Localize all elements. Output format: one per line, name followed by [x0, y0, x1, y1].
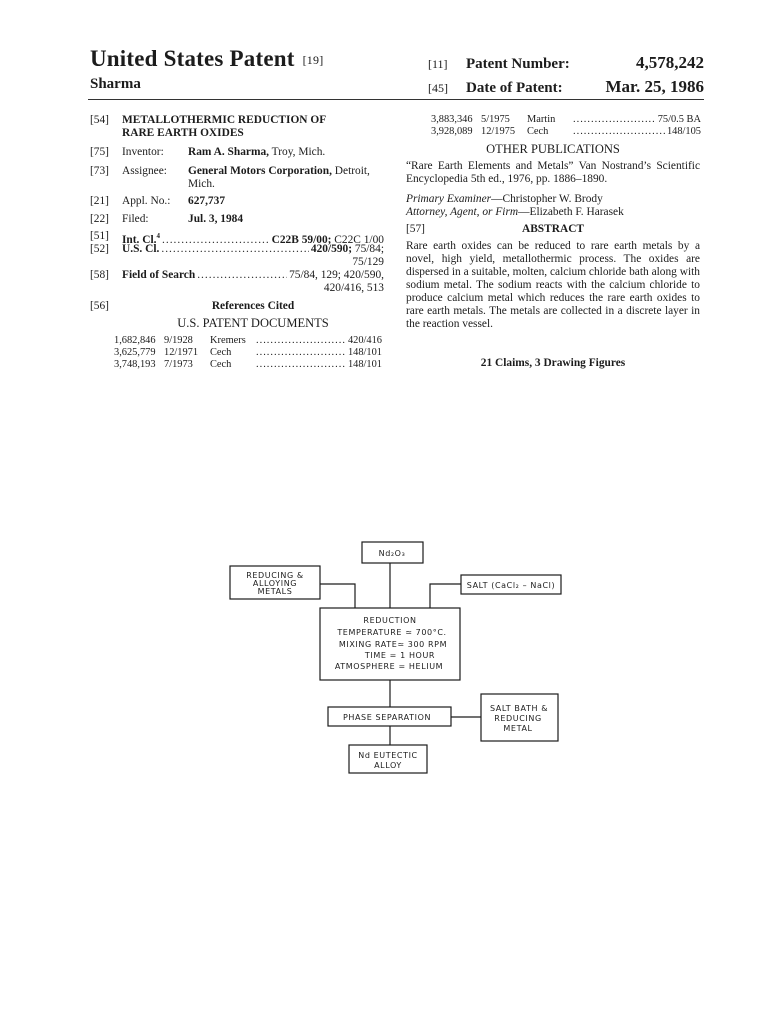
diagram-reduction-line1: REDUCTION — [363, 616, 417, 625]
appl-label: Appl. No.: — [122, 195, 171, 207]
fos-code: [58] — [90, 269, 109, 281]
attorney-name: —Elizabeth F. Harasek — [518, 206, 624, 218]
reference-number: 1,682,846 — [114, 335, 156, 346]
diagram-reducing-line3: METALS — [257, 587, 293, 596]
diagram-saltbath-line1: SALT BATH & — [489, 704, 549, 713]
intcl-code: [51] — [90, 230, 109, 242]
uscl-label: U.S. Cl. — [122, 243, 160, 255]
reference-number: 3,928,089 — [431, 126, 473, 137]
diagram-reduction-line4: TIME = 1 HOUR — [364, 651, 436, 660]
intcl-superscript: 4 — [156, 232, 160, 240]
reference-number: 3,748,193 — [114, 359, 156, 370]
inventor-code: [75] — [90, 146, 109, 158]
reference-name: Kremers — [210, 335, 246, 346]
diagram-nd2o3-label: Nd₂O₃ — [378, 549, 406, 558]
reference-name: Cech — [210, 359, 232, 370]
title-code: [54] — [90, 114, 109, 126]
abstract-heading: ABSTRACT — [521, 223, 585, 235]
primary-examiner-name: —Christopher W. Brody — [491, 193, 603, 205]
reference-date: 9/1928 — [164, 335, 193, 346]
attorney-label: Attorney, Agent, or Firm — [406, 206, 519, 218]
reference-date: 12/1971 — [164, 347, 199, 358]
diagram-reduction-line3: MIXING RATE≃ 300 RPM — [338, 640, 448, 649]
diagram-reducing-line2: ALLOYING — [252, 579, 298, 588]
abstract-code: [57] — [406, 223, 425, 235]
header-title-code: [19] — [302, 53, 324, 67]
assignee-place-1: Detroit, — [331, 165, 370, 177]
fos-value-2: 420/416, 513 — [323, 282, 384, 294]
fos-value-1: 75/84, 129; 420/590, — [289, 269, 384, 281]
other-publications-heading: OTHER PUBLICATIONS — [486, 142, 620, 156]
diagram-phase-label: PHASE SEPARATION — [342, 713, 432, 722]
inventor-name: Ram A. Sharma, — [188, 146, 270, 158]
filed-label: Filed: — [122, 213, 149, 225]
diagram-saltbath-line3: METAL — [503, 724, 533, 733]
filed-date: Jul. 3, 1984 — [188, 213, 244, 225]
connector-reducing-to-reduction — [320, 584, 355, 608]
diagram-alloy-line1: Nd EUTECTIC — [358, 751, 418, 760]
references-code: [56] — [90, 300, 109, 312]
invention-title-line1: METALLOTHERMIC REDUCTION OF — [122, 114, 327, 126]
uscl-code: [52] — [90, 243, 109, 255]
us-patent-documents-heading: U.S. PATENT DOCUMENTS — [177, 316, 329, 330]
date-value: Mar. 25, 1986 — [605, 77, 704, 96]
date-label: Date of Patent: — [466, 80, 563, 96]
inventor-place: Troy, Mich. — [269, 146, 326, 158]
uscl-value-1: 420/590; — [310, 243, 353, 255]
date-code: [45] — [428, 81, 448, 95]
reference-class: 148/101 — [347, 359, 382, 370]
other-publications-text: “Rare Earth Elements and Metals” Van Nostrand’s Scientific Encyclopedia 5th ed., 1976, pp. 1886–1890. — [406, 160, 700, 185]
assignee-label: Assignee: — [122, 165, 167, 177]
inventor-label: Inventor: — [122, 146, 164, 158]
patent-number-code: [11] — [428, 57, 448, 71]
intcl-value-2: C22C 1/00 — [331, 233, 384, 246]
diagram-reducing-line1: REDUCING & — [246, 571, 304, 580]
reference-number: 3,883,346 — [431, 114, 473, 125]
reference-class: 420/416 — [347, 335, 382, 346]
reference-class: 148/101 — [347, 347, 382, 358]
diagram-salt-label: SALT (CaCl₂ – NaCl) — [466, 581, 556, 590]
header-inventor: Sharma — [90, 76, 141, 92]
fos-label: Field of Search — [122, 269, 196, 281]
uscl-value-2: 75/84; — [352, 243, 384, 255]
diagram-alloy-line2: ALLOY — [374, 761, 402, 770]
invention-title-line2: RARE EARTH OXIDES — [122, 127, 244, 139]
diagram-reduction-line5: ATMOSPHERE = HELIUM — [334, 662, 444, 671]
header-title-text: United States Patent — [90, 46, 295, 71]
reference-class: 75/0.5 BA — [657, 114, 701, 125]
reference-name: Cech — [527, 126, 549, 137]
reference-date: 7/1973 — [164, 359, 193, 370]
uscl-value-3: 75/129 — [352, 256, 384, 268]
claims-summary: 21 Claims, 3 Drawing Figures — [480, 357, 626, 369]
assignee-place-2: Mich. — [188, 178, 215, 190]
reference-date: 12/1975 — [481, 126, 516, 137]
diagram-saltbath-line2: REDUCING — [494, 714, 542, 723]
reference-date: 5/1975 — [481, 114, 510, 125]
patent-number-label: Patent Number: — [466, 56, 570, 72]
intcl-label: Int. Cl. — [122, 233, 157, 246]
appl-number: 627,737 — [188, 195, 226, 207]
diagram-reduction-line2: TEMPERATURE ≃ 700°C. — [337, 628, 447, 637]
connector-salt-to-reduction — [430, 584, 461, 608]
intcl-value-1: C22B 59/00; — [271, 233, 332, 246]
reference-number: 3,625,779 — [114, 347, 156, 358]
abstract-text: Rare earth oxides can be reduced to rare earth metals by a novel, high yield, metallothermic process. The oxides are dispersed in a suitable, molten, calcium chloride bath along with sodium metal. The sodium reacts with the calcium chloride to produce calcium metal which reduces the rare earth oxides to rare earth metals. The metals are collected in a discrete layer in the reaction vessel. — [406, 240, 700, 330]
assignee-code: [73] — [90, 165, 109, 177]
primary-examiner-label: Primary Examiner — [406, 193, 492, 205]
assignee-name: General Motors Corporation, — [188, 165, 332, 177]
reference-class: 148/105 — [666, 126, 701, 137]
reference-name: Cech — [210, 347, 232, 358]
appl-code: [21] — [90, 195, 109, 207]
patent-number-value: 4,578,242 — [636, 53, 704, 72]
references-heading: References Cited — [211, 300, 295, 312]
reference-name: Martin — [527, 114, 556, 125]
filed-code: [22] — [90, 213, 109, 225]
